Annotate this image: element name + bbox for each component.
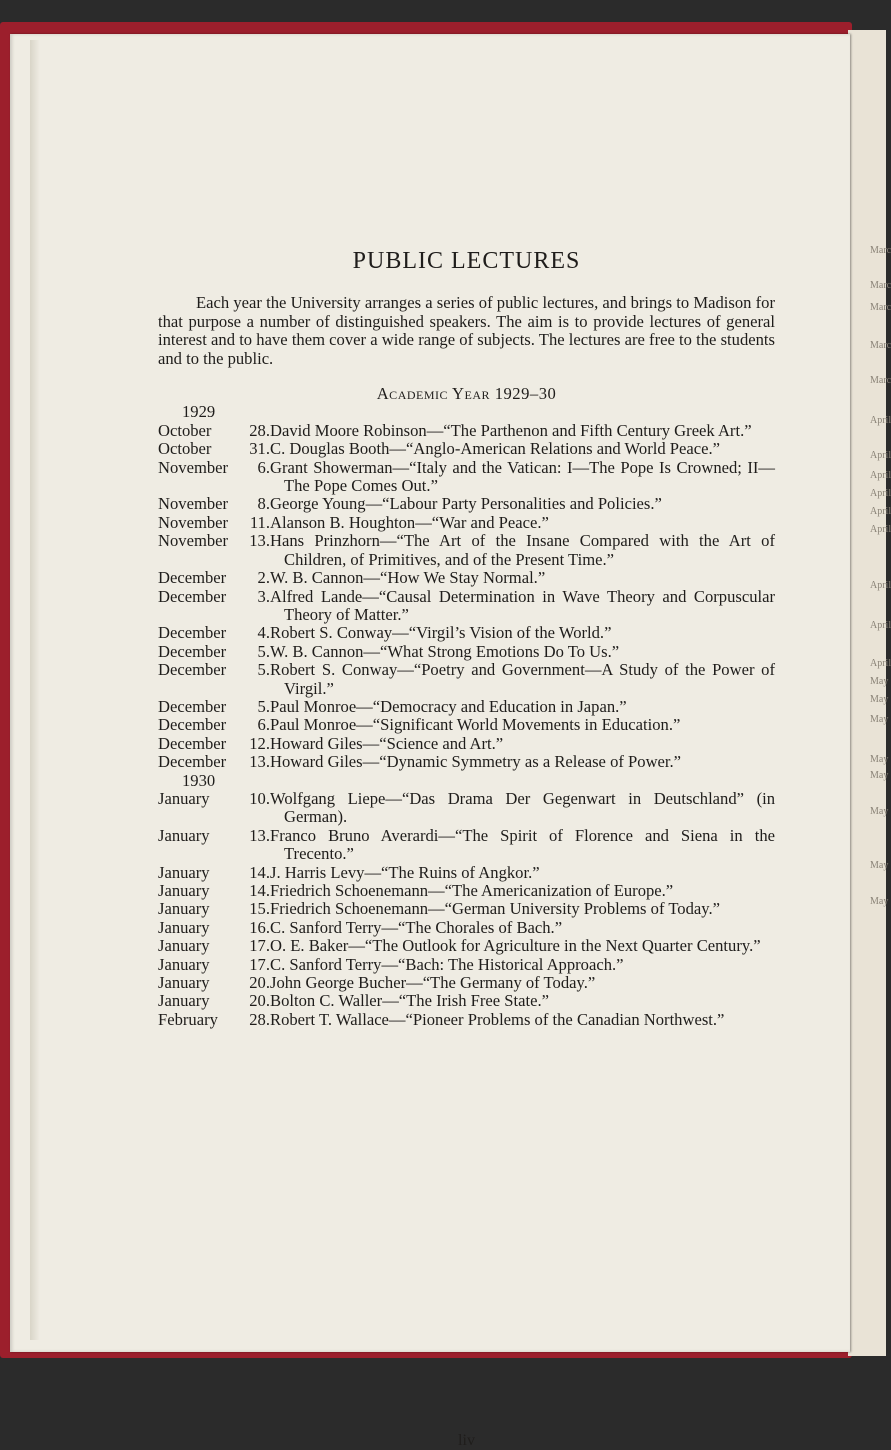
lecture-entry [158, 459, 775, 496]
lecture-description: Bolton C. Waller—“The Irish Free State.” [270, 991, 549, 1011]
lecture-entry [158, 974, 775, 992]
lecture-day: 13. [249, 752, 270, 772]
lecture-day: 15. [249, 899, 270, 919]
lecture-date [158, 495, 270, 513]
lecture-entry [158, 827, 775, 864]
lecture-month: January [158, 862, 210, 882]
lecture-entry [158, 882, 775, 900]
lecture-date [158, 864, 270, 882]
lecture-month: January [158, 991, 210, 1011]
lecture-description: Robert S. Conway—“Poetry and Government—A Study of the Power of Virgil.” [270, 660, 775, 698]
next-page-margin-word: May [870, 714, 889, 725]
lecture-entry [158, 495, 775, 513]
lecture-description: C. Douglas Booth—“Anglo-American Relations and World Peace.” [270, 439, 720, 459]
lecture-description: Paul Monroe—“Significant World Movements in Education.” [270, 715, 681, 735]
lecture-entry [158, 1011, 775, 1029]
lecture-entry [158, 422, 775, 440]
lecture-date [158, 956, 270, 974]
next-page-margin-word: May [870, 694, 889, 705]
next-page-margin-word: May [870, 770, 889, 781]
lecture-month: December [158, 660, 227, 680]
next-page-margin-word: May [870, 806, 889, 817]
lecture-month: December [158, 568, 227, 588]
lecture-date [158, 532, 270, 569]
next-page-margin-word: May [870, 896, 889, 907]
lecture-day: 5. [257, 641, 270, 661]
next-page-margin-word: April [870, 450, 891, 461]
lecture-description: Alanson B. Houghton—“War and Peace.” [270, 512, 549, 532]
next-page-margin-word: April [870, 524, 891, 535]
lecture-date [158, 992, 270, 1010]
lecture-month: November [158, 494, 229, 514]
lecture-month: December [158, 733, 227, 753]
lecture-day: 28. [249, 420, 270, 440]
lecture-date [158, 698, 270, 716]
lecture-description: C. Sanford Terry—“The Chorales of Bach.” [270, 917, 563, 937]
academic-year-heading [158, 385, 775, 403]
next-page-margin-word: May [870, 676, 889, 687]
next-page-margin-word: Marc [870, 280, 891, 291]
lecture-entry [158, 716, 775, 734]
lecture-day: 8. [257, 494, 270, 514]
lecture-entry [158, 900, 775, 918]
next-page-edge [848, 30, 891, 1356]
lecture-day: 13. [249, 531, 270, 551]
next-page-margin-word: Marc [870, 375, 891, 386]
lecture-entry [158, 956, 775, 974]
lecture-description: George Young—“Labour Party Personalities and Policies.” [270, 494, 662, 514]
next-page-margin-word: Marc [870, 245, 891, 256]
lecture-entry [158, 661, 775, 698]
page-number: liv [458, 1432, 475, 1449]
page-title: PUBLIC LECTURES [352, 248, 581, 274]
lecture-day: 31. [249, 439, 270, 459]
next-page-margin-word: April [870, 488, 891, 499]
lecture-month: January [158, 917, 210, 937]
lecture-description: John George Bucher—“The Germany of Today.” [270, 973, 596, 993]
lecture-month: January [158, 788, 210, 808]
lecture-date [158, 661, 270, 698]
lecture-day: 17. [249, 936, 270, 956]
lecture-description: Robert S. Conway—“Virgil’s Vision of the World.” [270, 623, 612, 643]
lecture-month: December [158, 586, 227, 606]
lecture-date [158, 514, 270, 532]
lecture-month: November [158, 531, 229, 551]
lecture-day: 14. [249, 862, 270, 882]
lecture-description: Friedrich Schoenemann—“German University Problems of Today.” [270, 899, 720, 919]
page-gutter [30, 40, 40, 1340]
lecture-month: January [158, 899, 210, 919]
lecture-month: December [158, 715, 227, 735]
lecture-date [158, 716, 270, 734]
lecture-day: 28. [249, 1009, 270, 1029]
next-page-margin-word: April [870, 506, 891, 517]
lecture-description: Franco Bruno Averardi—“The Spirit of Florence and Siena in the Trecento.” [270, 825, 775, 864]
year-label: 1929 [182, 402, 216, 422]
lecture-description: Howard Giles—“Science and Art.” [270, 733, 504, 753]
next-page-margin-word: Marc [870, 302, 891, 313]
lecture-description: Wolfgang Liepe—“Das Drama Der Gegenwart in Deutschland” (in German). [270, 788, 775, 827]
lecture-date [158, 735, 270, 753]
lecture-date [158, 974, 270, 992]
lecture-month: February [158, 1009, 218, 1029]
lecture-day: 4. [257, 623, 270, 643]
lecture-date [158, 919, 270, 937]
lecture-entry [158, 643, 775, 661]
year-label: 1930 [182, 770, 216, 790]
lecture-date [158, 790, 270, 827]
lecture-entry [158, 864, 775, 882]
lecture-month: January [158, 973, 210, 993]
next-page-margin-word: April [870, 580, 891, 591]
lecture-date [158, 459, 270, 496]
lecture-date [158, 900, 270, 918]
lecture-date [158, 588, 270, 625]
lecture-day: 6. [257, 457, 270, 477]
intro-paragraph: Each year the University arranges a series of public lectures, and brings to Madison for that purpose a number of distinguished speakers. The aim is to provide lectures of general interest and to have them cover a wide range of subjects. The lectures are free to the students and to the public. [158, 293, 775, 368]
lecture-day: 14. [249, 881, 270, 900]
lecture-description: Friedrich Schoenemann—“The Americanization of Europe.” [270, 881, 674, 900]
next-page-margin-word: May [870, 860, 889, 871]
academic-year-range: 1929–30 [494, 384, 557, 404]
lecture-date [158, 643, 270, 661]
lecture-date [158, 937, 270, 955]
lecture-date [158, 753, 270, 771]
lecture-day: 5. [257, 696, 270, 716]
lecture-description: Robert T. Wallace—“Pioneer Problems of the Canadian Northwest.” [270, 1009, 725, 1029]
lecture-entry [158, 440, 775, 458]
lecture-month: October [158, 439, 212, 459]
academic-year-label: Academic Year [376, 384, 491, 404]
next-page-margin-word: Marc [870, 340, 891, 351]
lecture-month: January [158, 881, 210, 900]
lecture-date [158, 422, 270, 440]
lecture-entry [158, 624, 775, 642]
lecture-day: 10. [249, 788, 270, 808]
lecture-date [158, 624, 270, 642]
lecture-description: J. Harris Levy—“The Ruins of Angkor.” [270, 862, 540, 882]
lecture-month: December [158, 623, 227, 643]
lecture-month: January [158, 936, 210, 956]
lecture-entry [158, 753, 775, 771]
lecture-day: 17. [249, 954, 270, 974]
lecture-day: 11. [249, 512, 270, 532]
lecture-entry [158, 790, 775, 827]
lecture-month: December [158, 696, 227, 716]
lecture-entry [158, 514, 775, 532]
lecture-description: C. Sanford Terry—“Bach: The Historical Approach.” [270, 954, 624, 974]
lecture-day: 12. [249, 733, 270, 753]
lecture-day: 20. [249, 991, 270, 1011]
lecture-description: Alfred Lande—“Causal Determination in Wave Theory and Corpuscular Theory of Matter.” [270, 586, 775, 624]
lecture-description: W. B. Cannon—“What Strong Emotions Do To Us.” [270, 641, 620, 661]
lecture-month: December [158, 752, 227, 772]
lecture-entry [158, 588, 775, 625]
lecture-date [158, 440, 270, 458]
lecture-day: 13. [249, 825, 270, 845]
lecture-entry [158, 532, 775, 569]
next-page-margin-word: May [870, 754, 889, 765]
lecture-description: David Moore Robinson—“The Parthenon and Fifth Century Greek Art.” [270, 420, 752, 440]
lecture-day: 2. [257, 568, 270, 588]
lecture-description: Paul Monroe—“Democracy and Education in Japan.” [270, 696, 627, 716]
lecture-day: 20. [249, 973, 270, 993]
lecture-date [158, 569, 270, 587]
next-page-margin-word: April [870, 470, 891, 481]
page-content [158, 248, 775, 1449]
lecture-entry [158, 735, 775, 753]
lecture-date [158, 882, 270, 900]
lecture-month: October [158, 420, 212, 440]
lecture-description: Howard Giles—“Dynamic Symmetry as a Release of Power.” [270, 752, 682, 772]
lecture-description: W. B. Cannon—“How We Stay Normal.” [270, 568, 546, 588]
next-page-margin-word: April [870, 658, 891, 669]
lecture-entry [158, 569, 775, 587]
lecture-entry [158, 937, 775, 955]
lecture-month: January [158, 954, 210, 974]
lecture-month: January [158, 825, 210, 845]
lecture-description: O. E. Baker—“The Outlook for Agriculture in the Next Quarter Century.” [270, 936, 761, 956]
lecture-description: Hans Prinzhorn—“The Art of the Insane Compared with the Art of Children, of Primitives, and of the Present Time.” [270, 531, 775, 569]
lecture-date [158, 1011, 270, 1029]
lecture-month: November [158, 457, 229, 477]
lecture-entry [158, 992, 775, 1010]
lecture-date [158, 827, 270, 864]
lecture-day: 16. [249, 917, 270, 937]
lecture-day: 6. [257, 715, 270, 735]
lecture-day: 5. [257, 660, 270, 680]
lecture-month: November [158, 512, 229, 532]
next-page-margin-word: April [870, 415, 891, 426]
next-page-margin-word: April [870, 620, 891, 631]
lecture-description: Grant Showerman—“Italy and the Vatican: I—The Pope Is Crowned; II—The Pope Comes Out.” [270, 457, 775, 496]
lecture-list [158, 403, 775, 1029]
lecture-entry [158, 698, 775, 716]
lecture-month: December [158, 641, 227, 661]
lecture-entry [158, 919, 775, 937]
lecture-day: 3. [257, 586, 270, 606]
